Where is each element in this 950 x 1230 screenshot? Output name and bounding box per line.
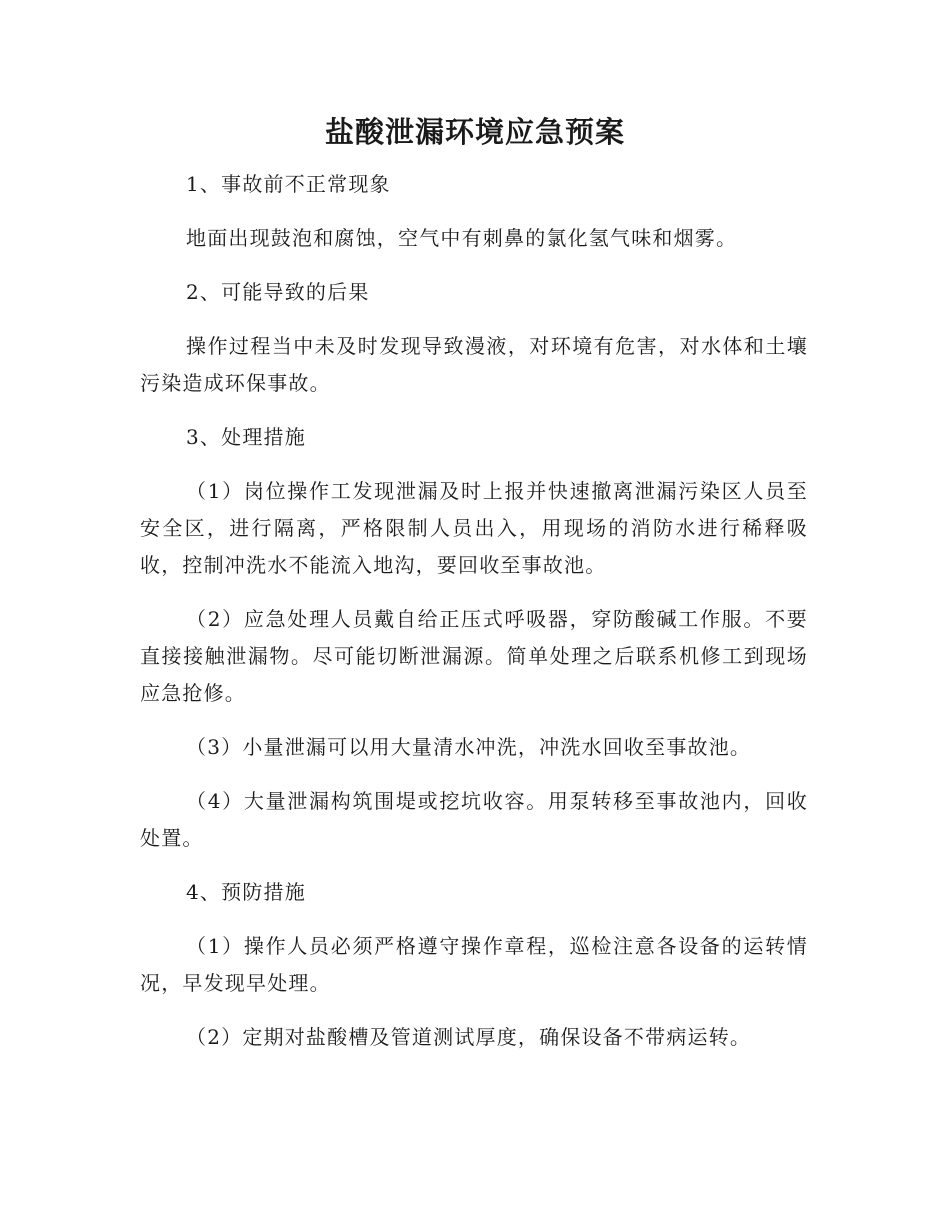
document-body bbox=[140, 166, 808, 1073]
paragraph-measure-1: （1）岗位操作工发现泄漏及时上报并快速撤离泄漏污染区人员至安全区，进行隔离，严格限制人员出入，用现场的消防水进行稀释吸收，控制冲洗水不能流入地沟，要回收至事故池。 bbox=[140, 479, 808, 577]
section-heading-abnormal-signs: 1、事故前不正常现象 bbox=[186, 172, 391, 196]
paragraph-measure-2: （2）应急处理人员戴自给正压式呼吸器，穿防酸碱工作服。不要直接接触泄漏物。尽可能切断泄漏源。简单处理之后联系机修工到现场应急抢修。 bbox=[140, 607, 808, 705]
paragraph-abnormal-signs: 地面出现鼓泡和腐蚀，空气中有刺鼻的氯化氢气味和烟雾。 bbox=[186, 226, 738, 250]
paragraph-consequences: 操作过程当中未及时发现导致漫液，对环境有危害，对水体和土壤污染造成环保事故。 bbox=[140, 334, 808, 395]
paragraph-prevention-1: （1）操作人员必须严格遵守操作章程，巡检注意各设备的运转情况，早发现早处理。 bbox=[140, 934, 808, 995]
section-heading-measures: 3、处理措施 bbox=[186, 425, 306, 449]
document-title: 盐酸泄漏环境应急预案 bbox=[324, 115, 625, 149]
section-heading-consequences: 2、可能导致的后果 bbox=[186, 280, 370, 304]
paragraph-prevention-2: （2）定期对盐酸槽及管道测试厚度，确保设备不带病运转。 bbox=[186, 1025, 752, 1049]
section-heading-prevention: 4、预防措施 bbox=[186, 880, 306, 904]
paragraph-measure-3: （3）小量泄漏可以用大量清水冲洗，冲洗水回收至事故池。 bbox=[186, 735, 752, 759]
paragraph-measure-4: （4）大量泄漏构筑围堤或挖坑收容。用泵转移至事故池内，回收处置。 bbox=[140, 789, 808, 850]
